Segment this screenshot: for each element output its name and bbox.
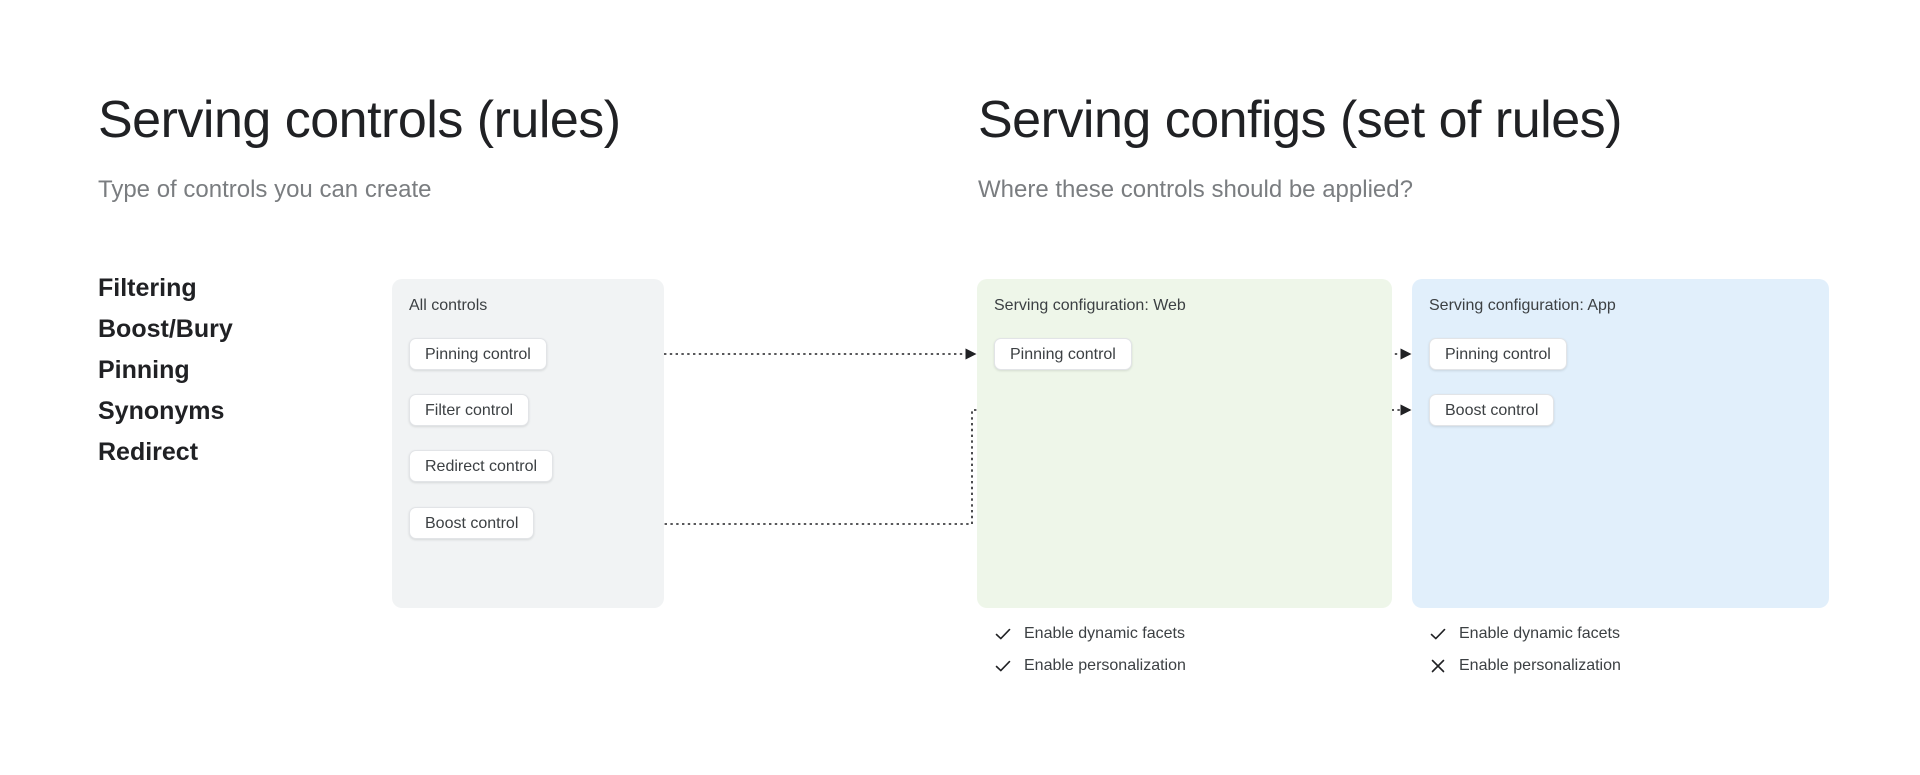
list-item: Synonyms	[98, 397, 225, 425]
chip-redirect-control-all[interactable]: Redirect control	[409, 450, 553, 482]
option-label: Enable personalization	[1024, 657, 1186, 674]
app-option-personalization[interactable]	[1429, 657, 1621, 675]
panel-web-label: Serving configuration: Web	[994, 297, 1186, 314]
chip-pinning-control-all[interactable]: Pinning control	[409, 338, 547, 370]
chip-boost-control-app[interactable]: Boost control	[1429, 394, 1554, 426]
option-label: Enable dynamic facets	[1459, 625, 1620, 642]
chip-filter-control-all[interactable]: Filter control	[409, 394, 529, 426]
panel-app-label: Serving configuration: App	[1429, 297, 1616, 314]
right-column-subtitle: Where these controls should be applied?	[978, 176, 1413, 203]
web-option-personalization[interactable]	[994, 657, 1186, 675]
list-item: Redirect	[98, 438, 199, 466]
chip-boost-control-all[interactable]: Boost control	[409, 507, 534, 539]
list-item: Filtering	[98, 274, 197, 302]
list-item: Boost/Bury	[98, 315, 233, 343]
web-option-dynamic-facets[interactable]	[994, 625, 1185, 643]
app-option-dynamic-facets[interactable]	[1429, 625, 1620, 643]
option-label: Enable dynamic facets	[1024, 625, 1185, 642]
panel-serving-config-web	[977, 279, 1392, 608]
check-icon	[994, 625, 1012, 643]
check-icon	[994, 657, 1012, 675]
left-column-subtitle: Type of controls you can create	[98, 176, 432, 203]
chip-pinning-control-app[interactable]: Pinning control	[1429, 338, 1567, 370]
chip-pinning-control-web[interactable]: Pinning control	[994, 338, 1132, 370]
left-column-title: Serving controls (rules)	[98, 91, 621, 149]
list-item: Pinning	[98, 356, 190, 384]
cross-icon	[1429, 657, 1447, 675]
panel-all-controls	[392, 279, 664, 608]
control-type-list	[98, 268, 358, 473]
panel-serving-config-app	[1412, 279, 1829, 608]
option-label: Enable personalization	[1459, 657, 1621, 674]
panel-all-controls-label: All controls	[409, 297, 488, 314]
check-icon	[1429, 625, 1447, 643]
right-column-title: Serving configs (set of rules)	[978, 91, 1622, 149]
